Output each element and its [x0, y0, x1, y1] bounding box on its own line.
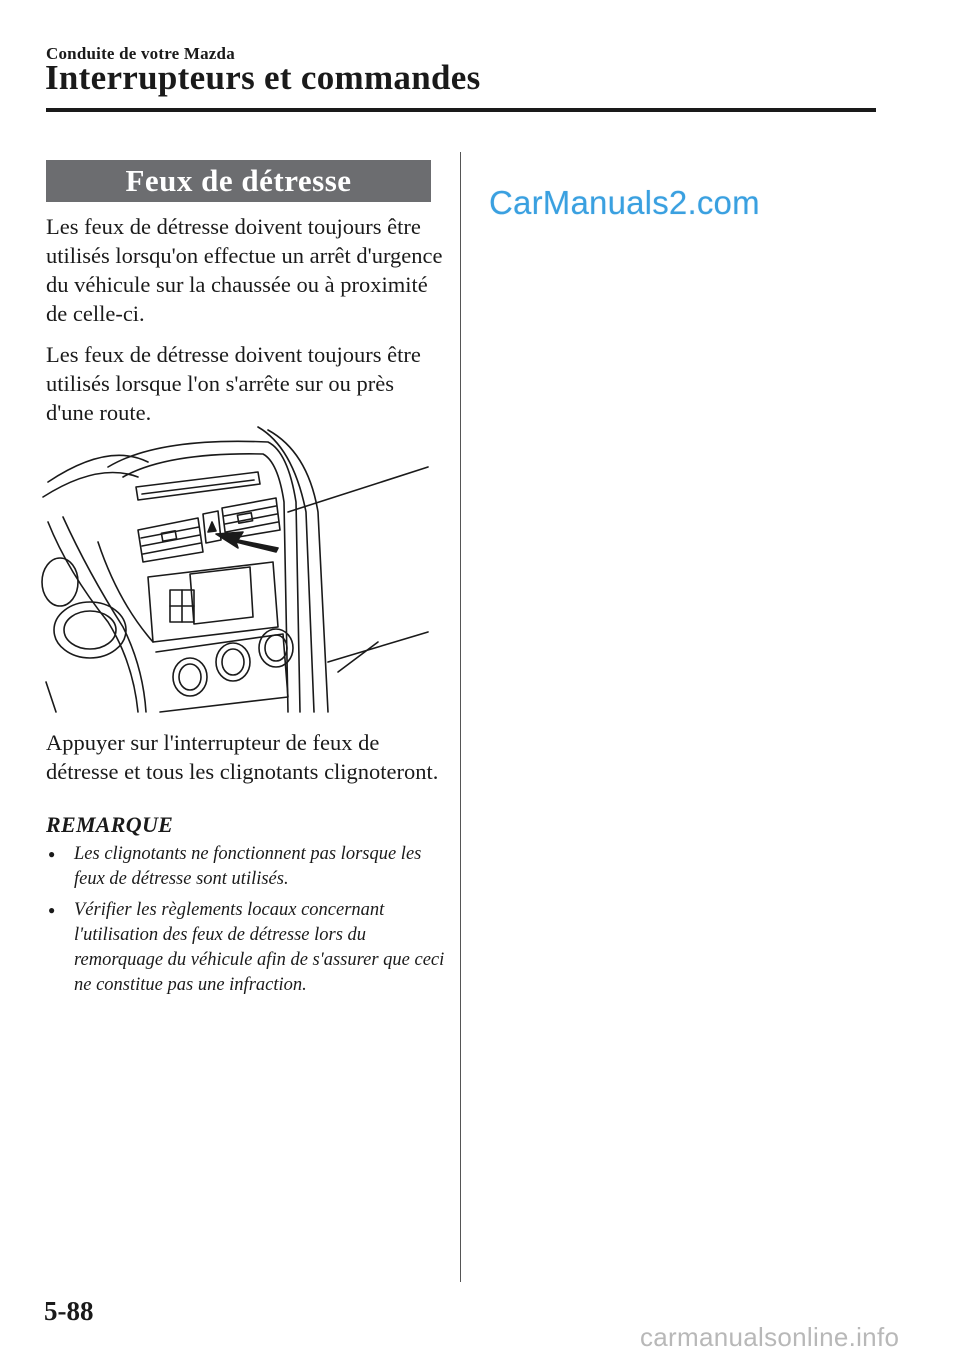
note-item-text: Les clignotants ne fonctionnent pas lorsque les feux de détresse sont utilisés. — [74, 844, 422, 889]
bullet-icon: ● — [48, 847, 56, 861]
watermark-link[interactable]: CarManuals2.com — [489, 184, 760, 221]
footer-site-link[interactable]: carmanualsonline.info — [640, 1322, 900, 1352]
chapter-label: Conduite de votre Mazda — [46, 44, 235, 63]
paragraph-roadside-stop: Les feux de détresse doivent toujours être utilisés lorsque l'on s'arrête sur ou près d'une route. — [46, 342, 421, 425]
paragraph-press-switch: Appuyer sur l'interrupteur de feux de détresse et tous les clignotants clignoteront. — [46, 730, 439, 784]
topic-title: Feux de détresse — [46, 160, 431, 202]
column-divider — [460, 152, 461, 1282]
note-heading: REMARQUE — [46, 812, 174, 837]
note-list — [46, 842, 446, 998]
section-title: Interrupteurs et commandes — [45, 58, 481, 97]
paragraph-emergency-stop: Les feux de détresse doivent toujours être utilisés lorsqu'on effectue un arrêt d'urgence du véhicule sur la chaussée ou à proximité de celle-ci. — [46, 214, 443, 326]
note-item — [46, 898, 446, 998]
page-number: 5-88 — [44, 1296, 94, 1326]
hazard-switch-figure — [38, 422, 436, 718]
dashboard-illustration-icon — [38, 422, 436, 718]
bullet-icon: ● — [48, 903, 56, 917]
note-item-text: Vérifier les règlements locaux concernant l'utilisation des feux de détresse lors du remorquage du véhicule afin de s'assurer que ceci ne constitue pas une infraction. — [74, 900, 445, 995]
note-item — [46, 842, 446, 892]
header-rule — [46, 108, 876, 112]
